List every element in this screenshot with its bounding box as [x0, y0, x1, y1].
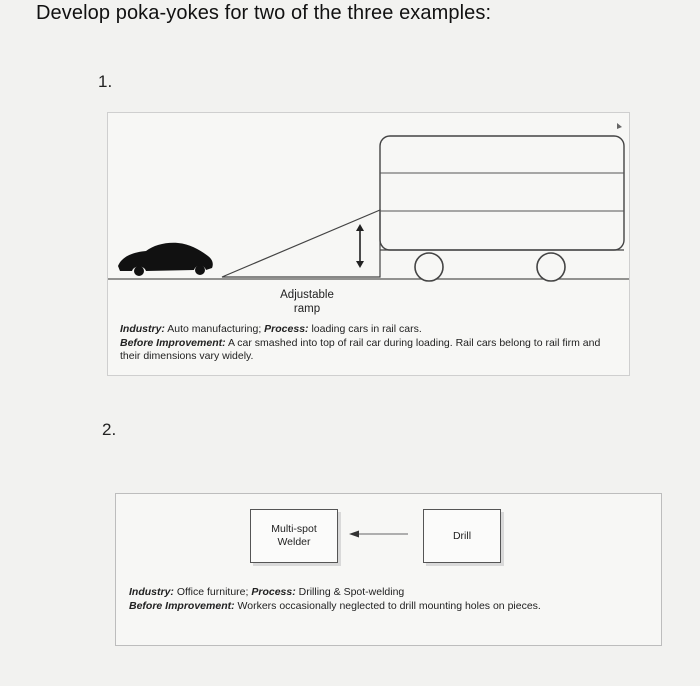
example-2-number: 2. — [102, 420, 117, 439]
ramp — [222, 210, 380, 277]
example-1-description — [120, 323, 620, 364]
example-2-figure — [115, 493, 662, 646]
example-2-description — [129, 586, 649, 613]
industry-label: Industry: — [120, 323, 165, 335]
corner-mark-icon — [617, 123, 622, 129]
car-front-wheel-icon — [134, 266, 144, 276]
before-improvement-label: Before Improvement: — [120, 336, 226, 349]
rail-car-left-wheel-icon — [415, 253, 443, 281]
rail-car — [380, 136, 624, 250]
process-value: loading cars in rail cars. — [311, 323, 422, 335]
before-improvement-label: Before Improvement: — [129, 599, 235, 612]
ramp-label: Adjustable ramp — [280, 289, 334, 315]
industry-label: Industry: — [129, 586, 174, 598]
process-label: Process: — [251, 586, 296, 598]
drill-box — [423, 509, 501, 563]
rail-car-right-wheel-icon — [537, 253, 565, 281]
drill-label: Drill — [452, 529, 472, 542]
process-value: Drilling & Spot-welding — [298, 586, 405, 598]
before-improvement-value: Workers occasionally neglected to drill mounting holes on pieces. — [237, 599, 541, 612]
welder-label: Multi-spot Welder — [271, 523, 317, 548]
before-improvement-value: A car smashed into top of rail car during loading. Rail cars belong to rail firm and their dimensions vary widely. — [120, 336, 601, 362]
flow-arrow-head-icon — [349, 531, 359, 538]
process-label: Process: — [264, 323, 309, 335]
process-flow-arrow — [116, 494, 661, 645]
example-1-figure — [107, 112, 630, 376]
industry-value: Auto manufacturing; — [167, 323, 262, 335]
industry-value: Office furniture; — [176, 586, 249, 598]
example-1-number: 1. — [98, 72, 113, 91]
page-title: Develop poka-yokes for two of the three examples: — [36, 2, 492, 24]
adjust-arrow-icon — [356, 224, 364, 268]
car-rear-wheel-icon — [195, 265, 205, 275]
